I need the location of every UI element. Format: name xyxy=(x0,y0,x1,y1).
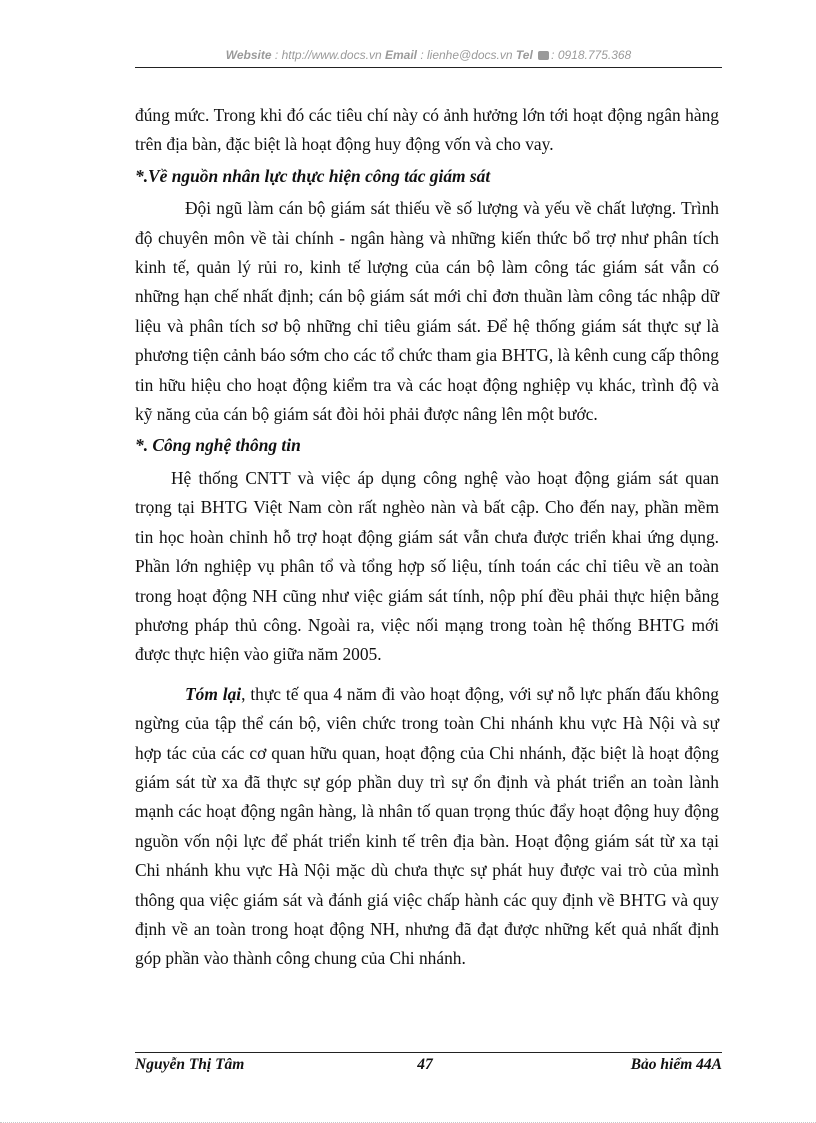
footer-page-number: 47 xyxy=(417,1056,433,1073)
footer-author: Nguyễn Thị Tâm xyxy=(135,1056,245,1073)
footer-divider xyxy=(135,1052,722,1053)
summary-text: , thực tế qua 4 năm đi vào hoạt động, với sự nỗ lực phấn đấu không ngừng của tập thể cán bộ, viên chức trong toàn Chi nhánh khu vực Hà Nội và sự hợp tác của các cơ quan hữu quan, hoạt động của Chi nhánh, đặc biệt là hoạt động giám sát từ xa đã thực sự góp phần duy trì sự ổn định và phát triển an toàn lành mạnh các hoạt động ngân hàng, là nhân tố quan trọng thúc đẩy hoạt động huy động nguồn vốn nội lực để phát triển kinh tế trên địa bàn. Hoạt động giám sát từ xa tại Chi nhánh khu vực Hà Nội mặc dù chưa thực sự phát huy được vai trò của mình thông qua việc giám sát và đánh giá việc chấp hành các quy định về BHTG và quy định về an toàn trong hoạt động NH, nhưng đã đạt được những kết quả nhất định góp phần vào thành công chung của Chi nhánh. xyxy=(135,683,719,969)
section-heading-human-resources: *.Về nguồn nhân lực thực hiện công tác giám sát xyxy=(135,165,491,186)
paragraph-intro: đúng mức. Trong khi đó các tiêu chí này có ảnh hưởng lớn tới hoạt động ngân hàng trên địa bàn, đặc biệt là hoạt động huy động vốn và cho vay. xyxy=(135,105,719,155)
website-value: : http://www.docs.vn xyxy=(274,48,382,62)
tel-value: : 0918.775.368 xyxy=(551,48,632,62)
paragraph-it: Hệ thống CNTT và việc áp dụng công nghệ vào hoạt động giám sát quan trọng tại BHTG Việt Nam còn rất nghèo nàn và bất cập. Cho đến nay, phần mềm tin học hoàn chỉnh hỗ trợ hoạt động giám sát vẫn chưa được triển khai ứng dụng. Phần lớn nghiệp vụ phân tổ và tổng hợp số liệu, tính toán các chỉ tiêu về an toàn trong hoạt động NH cũng như việc giám sát tính, nộp phí đều phải thực hiện bằng phương pháp thủ công. Ngoài ra, việc nối mạng trong toàn hệ thống BHTG mới được thực hiện vào giữa năm 2005. xyxy=(135,467,719,665)
email-label: Email xyxy=(384,48,417,62)
tel-label: Tel xyxy=(515,48,533,62)
section-heading-it: *. Công nghệ thông tin xyxy=(135,435,301,456)
email-value: : lienhe@docs.vn xyxy=(420,48,513,62)
document-body xyxy=(135,101,719,974)
header-divider xyxy=(135,67,722,68)
summary-lead: Tóm lại xyxy=(185,683,242,704)
paragraph-human-resources: Đội ngũ làm cán bộ giám sát thiếu về số lượng và yếu về chất lượng. Trình độ chuyên môn về tài chính - ngân hàng và những kiến thức bổ trợ như phân tích kinh tế, quản lý rủi ro, kinh tế lượng của cán bộ làm công tác giám sát vẫn có những hạn chế nhất định; cán bộ giám sát mới chỉ đơn thuần làm công tác nhập dữ liệu và phân tích sơ bộ những chỉ tiêu giám sát. Để hệ thống giám sát thực sự là phương tiện cảnh báo sớm cho các tổ chức tham gia BHTG, là kênh cung cấp thông tin hữu hiệu cho hoạt động kiểm tra và các hoạt động nghiệp vụ khác, trình độ và kỹ năng của cán bộ giám sát đòi hỏi phải được nâng lên một bước. xyxy=(135,198,719,425)
website-label: Website xyxy=(225,48,272,62)
paragraph-summary xyxy=(135,680,719,974)
footer-class: Bảo hiểm 44A xyxy=(630,1056,722,1073)
page-header xyxy=(135,48,722,62)
phone-icon xyxy=(538,51,549,60)
